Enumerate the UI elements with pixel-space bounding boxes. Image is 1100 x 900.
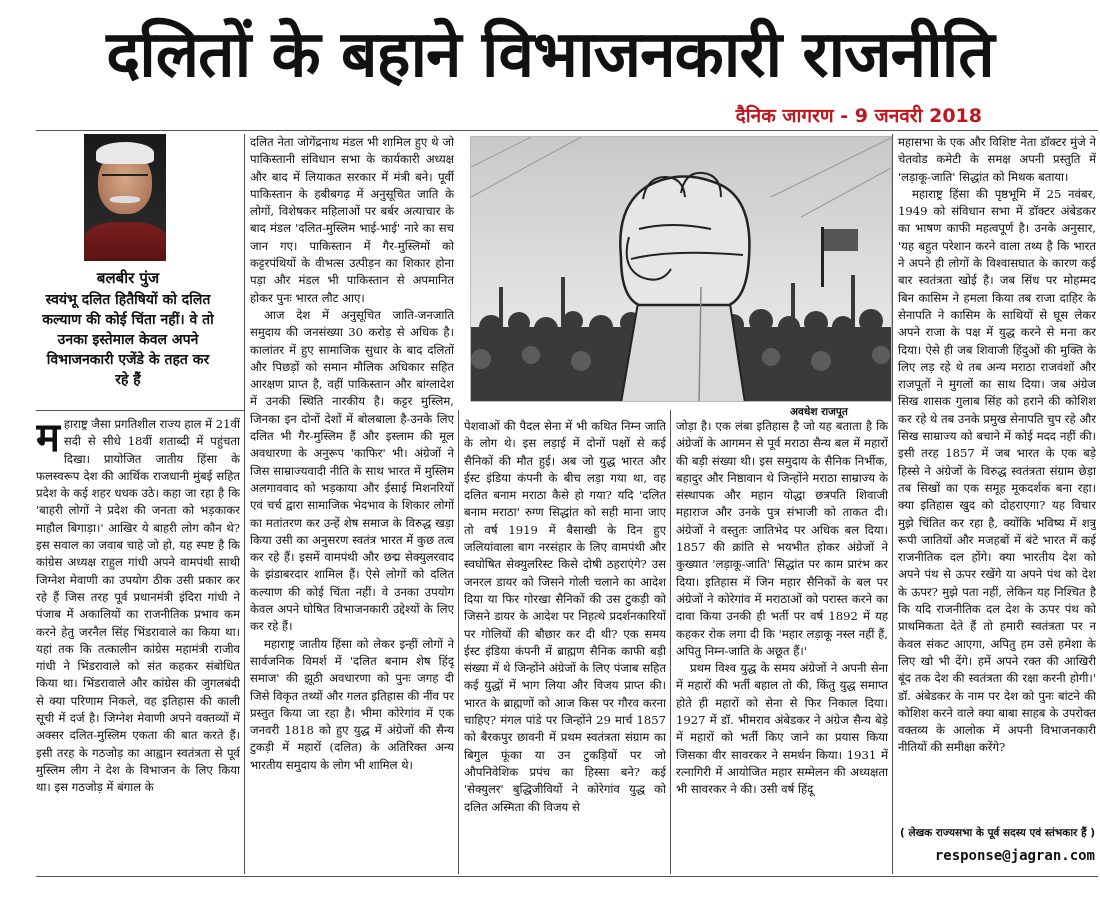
column-divider (892, 134, 893, 874)
article-column-2 (250, 134, 454, 872)
author-pullquote: स्वयंभू दलित हितैषियों को दलित कल्याण की कोई चिंता नहीं। वे तो उनका इस्तेमाल केवल अपने विभाजनकारी एजेंडे के तहत कर रहे हैं (42, 292, 214, 388)
paragraph: पेशवाओं की पैदल सेना में भी कथित निम्न जाति के लोग थे। इस लड़ाई में दोनों पक्षों से कई सैनिकों की मौत हुई। अब जो युद्ध भारत और ईस्ट इंडिया कंपनी के बीच लड़ा गया था, वह दलित बनाम मराठा कैसे हो गया? यदि 'दलित बनाम मराठा' रुग्ण सिद्धांत को सही माना जाए तो वर्ष 1919 में बैसाखी के दिन हुए जलियांवाला बाग नरसंहार के लिए वामपंथी और स्वघोषित सेक्युलरिस्ट किसे दोषी ठहराएंगे? उस जनरल डायर को जिसने गोली चलाने का आदेश दिया या फिर गोरखा सैनिकों की उस टुकड़ी को जिसने डायर के आदेश पर निहत्थे प्रदर्शनकारियों पर गोलियों की बौछार कर दी थी? एक समय ईस्ट इंडिया कंपनी में ब्राह्मण सैनिक काफी बड़ी संख्या में थे जिन्होंने अंग्रेजों के लिए पंजाब सहित कई युद्धों में भाग लिया और विजय प्राप्त की। भारत के ब्राह्मणों को आज किस पर गौरव करना चाहिए? मंगल पांडे पर जिन्होंने 29 मार्च 1857 को बैरकपुर छावनी में प्रथम स्वतंत्रता संग्राम का बिगुल फूंका या उन टुकड़ियों पर जो औपनिवेशिक प्रपंच का हिस्सा बने? कई 'सेक्युलर' बुद्धिजीवियों ने कोरेगांव युद्ध को दलित अस्मिता की विजय से (464, 419, 666, 814)
author-name: बलबीर पुंज (96, 269, 160, 287)
column-divider (458, 410, 459, 874)
paragraph: महाराष्ट्र हिंसा की पृष्ठभूमि में 25 नवंबर, 1949 को संविधान सभा में डॉक्टर अंबेडकर का भाषण काफी महत्वपूर्ण है। उनके अनुसार, 'यह बहुत परेशान करने वाला तथ्य है कि भारत ने अपने ही लोगों के विश्वासघात के कारण कई बार स्वतंत्रता खोई है। जब सिंध पर मोहम्मद बिन कासिम ने हमला किया तब राजा दाहिर के सेनापति ने कासिम के साथियों से घूस लेकर अपने राजा के पक्ष में युद्ध करने से मना कर दिया। ऐसे ही जब शिवाजी हिंदुओं की मुक्ति के लिए लड़ रहे थे तब अन्य मराठा राजवंशों और राजपूतों ने मुगलों का साथ दिया। जब अंग्रेज सिख शासक गुलाब सिंह को हराने की कोशिश कर रहे थे तब उनके प्रमुख सेनापति चुप रहे और सिख साम्राज्य को बचाने में कोई मदद नहीं की। इसी तरह 1857 में जब भारत के एक बड़े हिस्से ने अंग्रेजों के विरुद्ध स्वतंत्रता संग्राम छेड़ा तब सिखों का एक समूह मूकदर्शक बना रहा। क्या इतिहास खुद को दोहराएगा? यह विचार मुझे चिंतित कर रहा है, क्योंकि भविष्य में शत्रु रूपी जातियों और मजहबों में बंटे भारत में कई राजनीतिक दल होंगे। क्या भारतीय देश को अपने पंथ से ऊपर रखेंगे या अपने पंथ को देश के ऊपर? मुझे पता नहीं, लेकिन यह निश्चित है कि यदि राजनीतिक दल देश के ऊपर पंथ को प्राथमिकता देते हैं तो हमारी स्वतंत्रता पर न केवल संकट आएगा, अपितु हम उसे हमेशा के लिए खो भी देंगे। हमें अपने रक्त की आखिरी बूंद तक देश की स्वतंत्रता की रक्षा करनी होगी।' डॉ. अंबेडकर के नाम पर देश को पुनः बांटने की कोशिश करने वाले क्या बाबा साहब के उपरोक्त वक्तव्य के आलोक में अपनी विभाजनकारी नीतियों की समीक्षा करेंगे? (898, 186, 1096, 755)
paragraph: हाराष्ट्र जैसा प्रगतिशील राज्य हाल में 21वीं सदी से सीधे 18वीं शताब्दी में पहुंचता दिखा। प्रायोजित जातीय हिंसा के फलस्वरूप देश की आर्थिक राजधानी मुंबई सहित प्रदेश के कई शहर धधक उठे। कहा जा रहा है कि 'बाहरी लोगों ने प्रदेश की जनता को भड़काकर माहौल बिगाड़ा।' आखिर ये बाहरी लोग कौन थे? इस सवाल का जवाब चाहे जो हो, यह स्पष्ट है कि कांग्रेस अध्यक्ष राहुल गांधी अपने वामपंथी साथी जिग्नेश मेवाणी का उपयोग ठीक उसी प्रकार कर रहे हैं जिस तरह पूर्व प्रधानमंत्री इंदिरा गांधी ने पंजाब में अकालियों का राजनीतिक प्रभाव कम करने हेतु जरनैल सिंह भिंडरावाले का किया था। यहां तक कि तत्कालीन कांग्रेस महामंत्री राजीव गांधी ने भिंडरावाले को संत कहकर संबोधित किया था। भिंडरावाले और कांग्रेस की जुगलबंदी से क्या परिणाम निकले, वह इतिहास की काली सूची में दर्ज है। जिग्नेश मेवाणी अपने वक्तव्यों में अक्सर दलित-मुस्लिम एकता की बात करते हैं। इसी तरह के गठजोड़ का आह्वान स्वतंत्रता से पूर्व मुस्लिम लीग ने देश के विभाजन के लिए किया था। इस गठजोड़ में बंगाल के (36, 417, 240, 795)
bottom-rule (36, 876, 1098, 877)
article-column-5 (898, 134, 1096, 822)
column-divider (244, 134, 245, 874)
response-email[interactable]: response@jagran.com (934, 848, 1095, 864)
article-column-4 (676, 418, 888, 872)
illustration (470, 136, 892, 402)
paragraph: जोड़ा है। एक लंबा इतिहास है जो यह बताता है कि अंग्रेजों के आगमन से पूर्व मराठा सैन्य बल में महारों की बड़ी संख्या थी। इस समुदाय के सैनिक निर्भीक, बहादुर और निष्ठावान थे जिन्होंने मराठा साम्राज्य के संस्थापक और महान योद्धा छत्रपति शिवाजी महाराज और उनके पुत्र संभाजी को ताकत दी। अंग्रेजों ने वस्तुतः जातिभेद पर अधिक बल दिया। 1857 की क्रांति से भयभीत होकर अंग्रेजों ने कुख्यात 'लड़ाकू-जाति' सिद्धांत पर काम प्रारंभ कर दिया। इतिहास में जिन महार सैनिकों के बल पर अंग्रेजों ने कोरेगांव में मराठाओं को परास्त करने का दावा किया उनकी ही भर्ती पर वर्ष 1892 में यह कहकर रोक लगा दी कि 'महार लड़ाकू नस्ल नहीं हैं, अपितु निम्न-जाति के अछूत हैं।' (676, 419, 888, 658)
paragraph: महाराष्ट्र जातीय हिंसा को लेकर इन्हीं लोगों ने सार्वजनिक विमर्श में 'दलित बनाम शेष हिंदू समाज' की झूठी अवधारणा को पुनः जगह दी जिसे विकृत तथ्यों और गलत इतिहास की नींव पर प्रस्तुत किया जा रहा है। भीमा कोरेगांव में एक जनवरी 1818 को हुए युद्ध में अंग्रेजों की सैन्य टुकड़ी में महारों (दलित) के अतिरिक्त अन्य भारतीय समुदाय के लोग भी शामिल थे। (250, 636, 454, 772)
paragraph: दलित नेता जोगेंद्रनाथ मंडल भी शामिल हुए थे जो पाकिस्तानी संविधान सभा के कार्यकारी अध्यक्ष और बाद में लियाकत सरकार में मंत्री बने। पूर्वी पाकिस्तान के हबीबगढ़ में अनुसूचित जाति के लोगों, विशेषकर महिलाओं पर बर्बर अत्याचार के बाद मंडल 'दलित-मुस्लिम भाई-भाई' नारे का सच जान गए। पाकिस्तान में गैर-मुस्लिमों को कट्टरपंथियों के वीभत्स उत्पीड़न का शिकार होना पड़ा और मंडल भी पाकिस्तान से अपमानित होकर पुनः भारत लौट आए। (250, 135, 454, 305)
drop-cap: म (36, 416, 60, 461)
author-bio-note: ( लेखक राज्यसभा के पूर्व सदस्य एवं स्तंभकार हैं ) (900, 827, 1096, 839)
dateline: दैनिक जागरण - 9 जनवरी 2018 (735, 105, 982, 127)
headline: दलितों के बहाने विभाजनकारी राजनीति (106, 18, 994, 92)
top-rule (36, 130, 1098, 131)
paragraph: आज देश में अनुसूचित जाति-जनजाति समुदाय की जनसंख्या 30 करोड़ से अधिक है। कालांतर में हुए सामाजिक सुधार के बाद दलितों और पिछड़ों को समान मौलिक अधिकार सहित आरक्षण प्राप्त है, वहीं पाकिस्तान और बांग्लादेश में उनकी स्थिति नारकीय है। कट्टर मुस्लिम, जिनका इन दोनों देशों में बोलबाला है-उनके लिए दलित भी गैर-मुस्लिम हैं और इस्लाम की मूल अवधारणा के अनुरूप 'काफिर' भी। अंग्रेजों ने जिस साम्राज्यवादी नीति के साथ भारत में मुस्लिम अलगाववाद को भड़काया और ईसाई मिशनरियों एवं चर्च द्वारा सामाजिक भेदभाव के शिकार लोगों का मतांतरण कर उन्हें शेष समाज के विरुद्ध खड़ा किया उसी का अनुसरण स्वतंत्र भारत में कुछ तत्व कर रहे हैं। इसमें वामपंथी और छद्म सेक्युलरवाद के झंडाबरदार शामिल हैं। ऐसे लोगों को दलित कल्याण की कोई चिंता नहीं। वे उनका उपयोग केवल अपने घोषित विभाजनकारी उद्देश्यों के लिए कर रहे हैं। (250, 307, 454, 634)
column-divider (670, 410, 671, 874)
author-box-rule (36, 410, 244, 411)
article-column-3 (464, 418, 666, 872)
author-photo (84, 134, 166, 261)
paragraph: प्रथम विश्व युद्ध के समय अंग्रेजों ने अपनी सेना में महारों की भर्ती बहाल तो की, किंतु युद्ध समाप्त होते ही महारों को सेना से फिर निकाल दिया। 1927 में डॉ. भीमराव अंबेडकर ने अंग्रेज सैन्य बेड़े में महारों को भर्ती किए जाने का प्रयास किया जिसका वीर सावरकर ने समर्थन किया। 1931 में रत्नागिरी में आयोजित महार सम्मेलन की अध्यक्षता भी सावरकर ने की। उसी वर्ष हिंदू (676, 661, 888, 797)
illustration-credit: अवधेश राजपूत (790, 406, 848, 418)
article-column-1 (36, 416, 240, 872)
paragraph: महासभा के एक और विशिष्ट नेता डॉक्टर मुंजे ने चेतवोड कमेटी के समक्ष अपनी प्रस्तुति में 'लड़ाकू-जाति' सिद्धांत को मिथक बताया। (898, 135, 1096, 184)
